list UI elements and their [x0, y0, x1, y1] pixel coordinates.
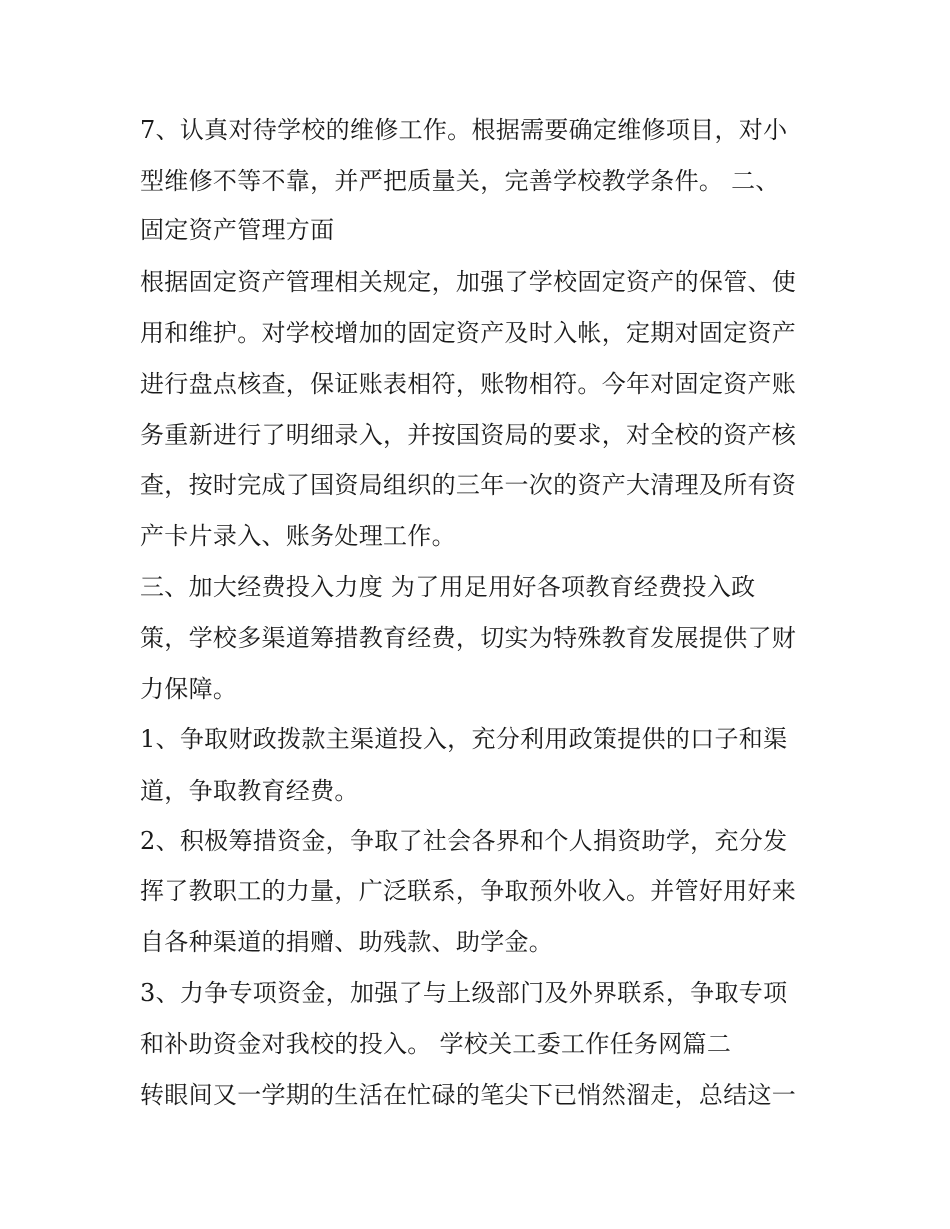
- text-line: 产卡片录入、账务处理工作。: [140, 522, 456, 550]
- text-line: 1、争取财政拨款主渠道投入，充分利用政策提供的口子和渠: [140, 725, 788, 753]
- text-line: 和补助资金对我校的投入。 学校关工委工作任务网篇二: [140, 1030, 732, 1058]
- text-line: 进行盘点核查，保证账表相符，账物相符。今年对固定资产账: [140, 370, 797, 398]
- text-line: 道，争取教育经费。: [140, 777, 359, 805]
- text-line: 用和维护。对学校增加的固定资产及时入帐，定期对固定资产: [140, 319, 797, 347]
- text-line: 务重新进行了明细录入，并按国资局的要求，对全校的资产核: [140, 421, 797, 449]
- text-line: 固定资产管理方面: [140, 216, 335, 244]
- text-line: 7、认真对待学校的维修工作。根据需要确定维修项目，对小: [140, 116, 788, 144]
- text-line: 自各种渠道的捐赠、助残款、助学金。: [140, 928, 554, 956]
- text-line: 3、力争专项资金，加强了与上级部门及外界联系，争取专项: [140, 979, 788, 1007]
- text-line: 转眼间又一学期的生活在忙碌的笔尖下已悄然溜走，总结这一: [140, 1081, 797, 1109]
- text-line: 力保障。: [140, 675, 238, 703]
- text-line: 根据固定资产管理相关规定，加强了学校固定资产的保管、使: [140, 268, 797, 296]
- text-line: 型维修不等不靠，并严把质量关，完善学校教学条件。 二、: [140, 167, 780, 195]
- text-line: 挥了教职工的力量，广泛联系，争取预外收入。并管好用好来: [140, 877, 797, 905]
- text-line: 查，按时完成了国资局组织的三年一次的资产大清理及所有资: [140, 471, 797, 499]
- text-line: 策，学校多渠道筹措教育经费，切实为特殊教育发展提供了财: [140, 624, 797, 652]
- text-line: 2、积极筹措资金，争取了社会各界和个人捐资助学，充分发: [140, 827, 788, 855]
- text-line: 三、加大经费投入力度 为了用足用好各项教育经费投入政: [140, 573, 756, 601]
